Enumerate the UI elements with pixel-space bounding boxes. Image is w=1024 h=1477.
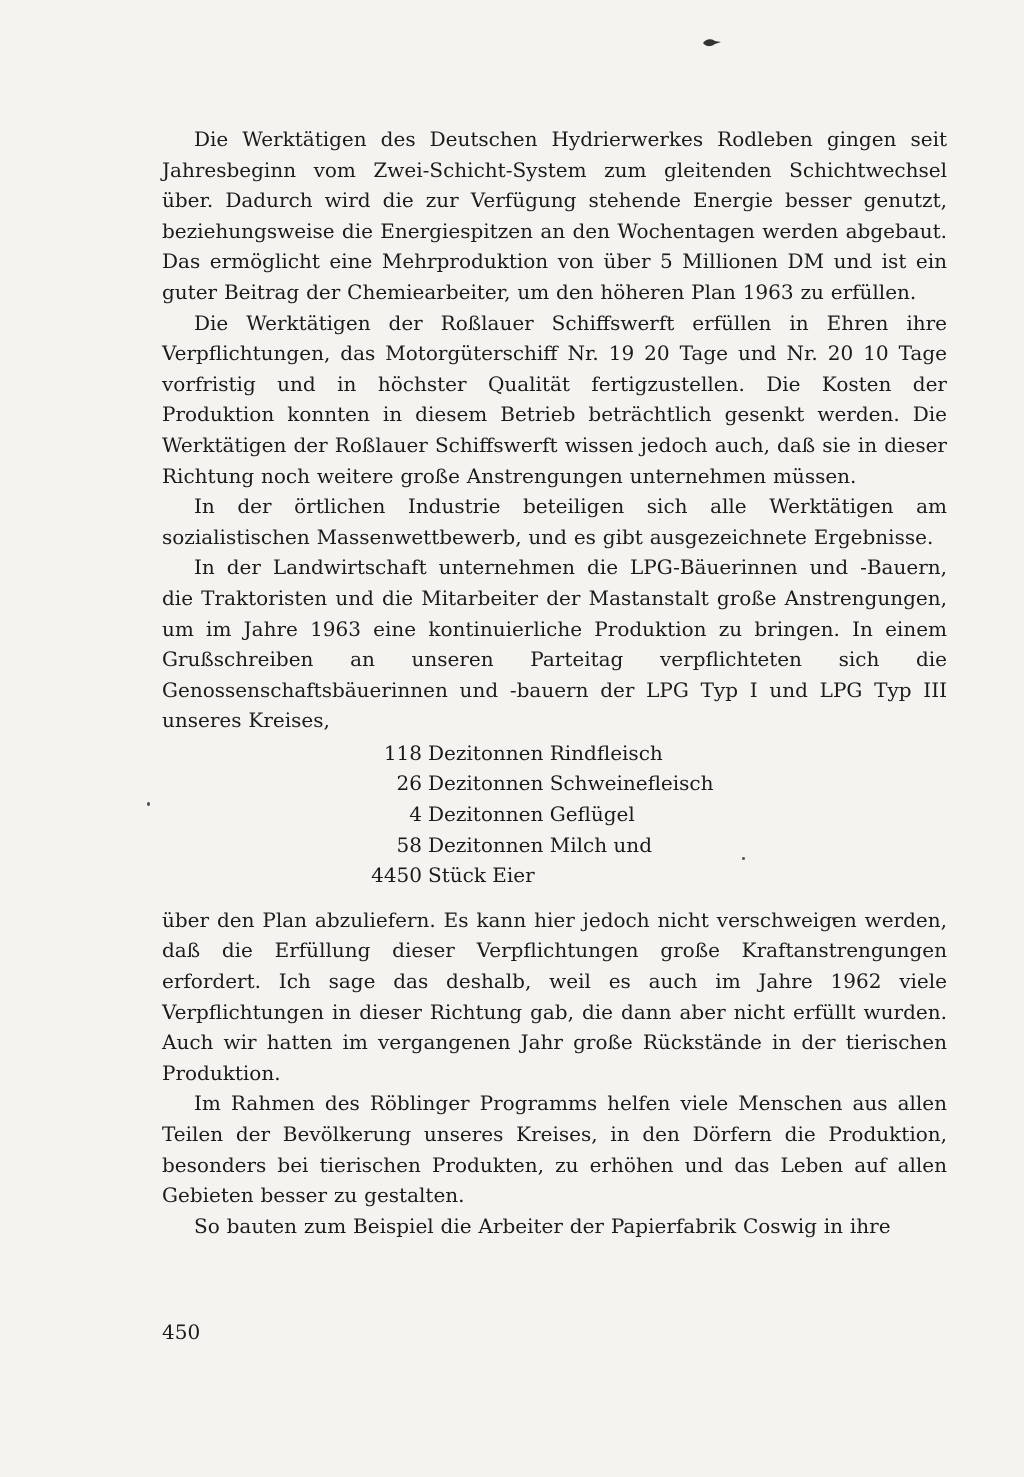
list-quantity: 58 xyxy=(396,832,422,857)
paragraph-oertliche-industrie: In der örtlichen Industrie beteiligen sich alle Werktätigen am sozialistischen Massenwettbewerb, und es gibt ausgezeichnete Ergebnisse. xyxy=(162,494,947,549)
list-quantity: 4 xyxy=(409,802,422,827)
paragraph-hydrierwerk: Die Werktätigen des Deutschen Hydrierwerkes Rodleben gingen seit Jahresbeginn vom Zwei-Schicht-System zum gleitenden Schichtwechsel über. Dadurch wird die zur Verfügung stehende Energie besser genutzt, beziehungsweise die Energiespitzen an den Wochentagen werden abgebaut. Das ermöglicht eine Mehrproduktion von über 5 Millionen DM und ist ein guter Beitrag der Chemiearbeiter, um den höheren Plan 1963 zu erfüllen. xyxy=(162,127,947,304)
list-unit: Dezitonnen Geflügel xyxy=(428,802,635,827)
paragraph-landwirtschaft: In der Landwirtschaft unternehmen die LPG-Bäuerinnen und -Bauern, die Traktoristen und die Mitarbeiter der Mastanstalt große Anstrengungen, um im Jahre 1963 eine kontinuierliche Produktion zu bringen. In einem Grußschreiben an unseren Parteitag verpflichteten sich die Genossenschaftsbäuerinnen und -bauern der LPG Typ I und LPG Typ III unseres Kreises, xyxy=(162,555,947,733)
paragraph-schiffswerft: Die Werktätigen der Roßlauer Schiffswerft erfüllen in Ehren ihre Verpflichtungen, das Motorgüterschiff Nr. 19 20 Tage und Nr. 20 10 Tage vorfristig und in höchster Qualität fertigzustellen. Die Kosten der Produktion konnten in diesem Betrieb beträchtlich gesenkt werden. Die Werktätigen der Roßlauer Schiffswerft wissen jedoch auch, daß sie in dieser Richtung noch weitere große Anstrengungen unternehmen müssen. xyxy=(162,310,947,488)
list-item xyxy=(368,799,1024,830)
document-page xyxy=(162,124,947,1241)
list-item xyxy=(368,738,1024,769)
list-quantity: 118 xyxy=(383,740,422,765)
list-quantity: 26 xyxy=(396,771,422,796)
paragraph-papierfabrik: So bauten zum Beispiel die Arbeiter der Papierfabrik Coswig in ihre xyxy=(194,1213,891,1238)
list-unit: Dezitonnen Milch und xyxy=(428,832,652,857)
commitment-list xyxy=(368,738,1024,891)
list-unit: Stück Eier xyxy=(428,863,535,888)
page-number: 450 xyxy=(162,1320,201,1344)
list-item xyxy=(368,860,1024,891)
list-unit: Dezitonnen Rindfleisch xyxy=(428,740,663,765)
speck xyxy=(147,802,150,806)
paragraph-continuation: über den Plan abzuliefern. Es kann hier jedoch nicht verschweigen werden, daß die Erfüllung dieser Verpflichtungen große Kraftanstrengungen erfordert. Ich sage das deshalb, weil es auch im Jahre 1962 viele Verpflichtungen in dieser Richtung gab, die dann aber nicht erfüllt wurden. Auch wir hatten im vergangenen Jahr große Rückstände in der tierischen Produktion. xyxy=(162,907,947,1085)
list-item xyxy=(368,830,1024,861)
ink-mark-icon xyxy=(702,38,722,48)
list-item xyxy=(368,768,1024,799)
list-quantity: 4450 xyxy=(371,863,422,888)
list-unit: Dezitonnen Schweinefleisch xyxy=(428,771,714,796)
paragraph-roeblinger-programm: Im Rahmen des Röblinger Programms helfen viele Menschen aus allen Teilen der Bevölkerung unseres Kreises, in den Dörfern die Produktion, besonders bei tierischen Produkten, zu erhöhen und das Leben auf allen Gebieten besser zu gestalten. xyxy=(162,1091,947,1208)
